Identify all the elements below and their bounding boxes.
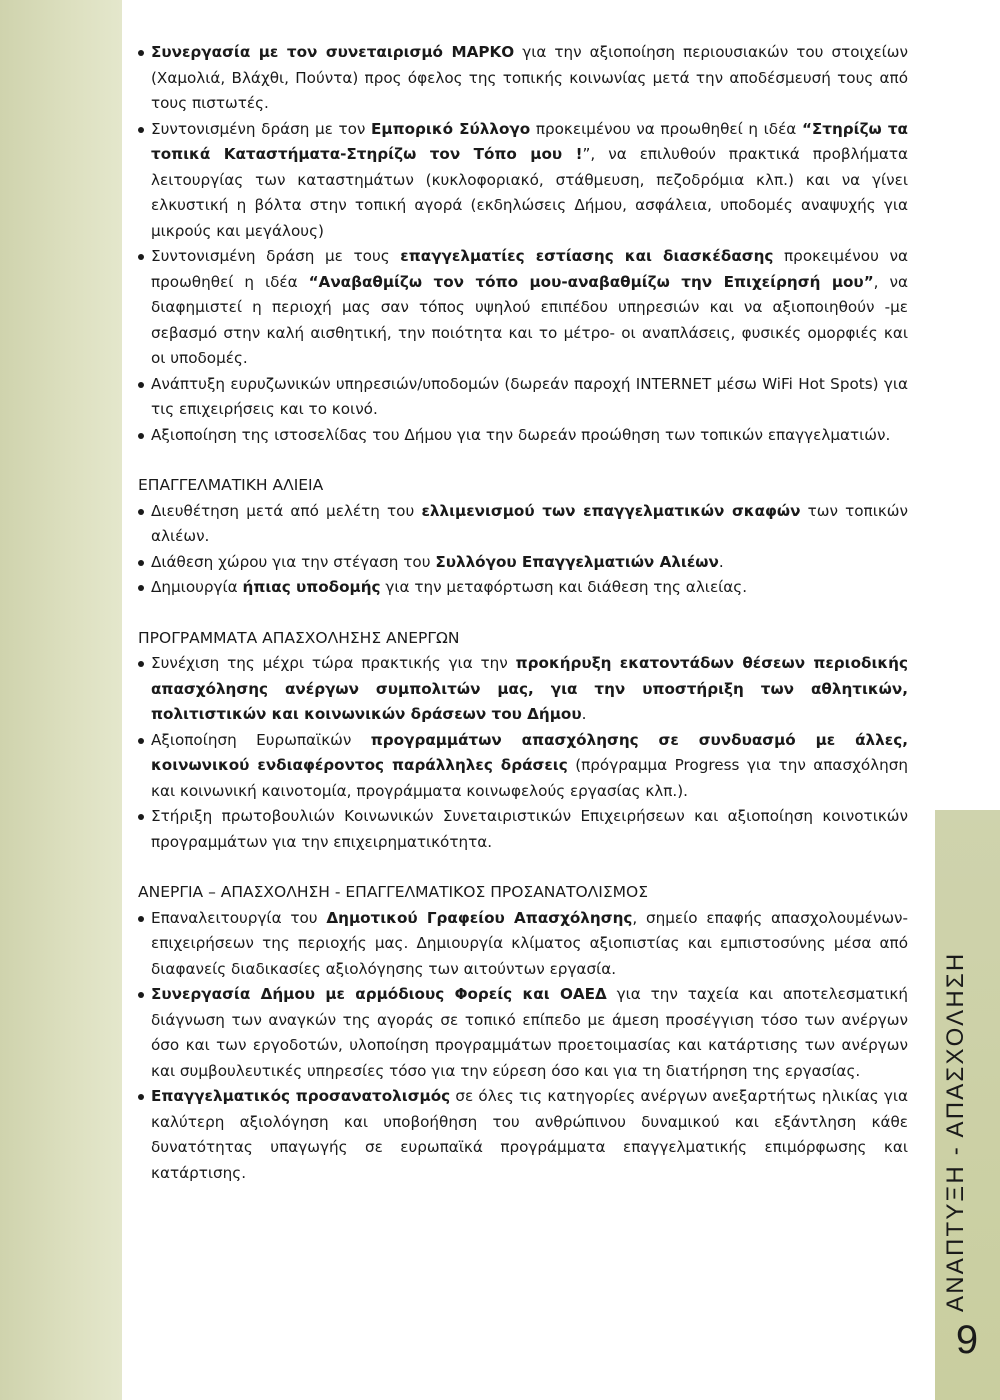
page-content	[138, 40, 908, 1186]
bold-text: Δημοτικού Γραφείου Απασχόλησης	[326, 908, 633, 927]
text: .	[718, 552, 724, 571]
text: Αξιοποίηση Ευρωπαϊκών	[151, 730, 371, 749]
bold-text: Συνεργασία Δήμου με αρμόδιους Φορείς και ΟΑΕΔ	[151, 985, 607, 1003]
bullet-item	[138, 804, 908, 855]
text: Διευθέτηση μετά από μελέτη του	[151, 501, 422, 520]
bullet-item	[138, 906, 908, 983]
text: Συνέχιση της μέχρι τώρα πρακτικής για την	[151, 654, 516, 672]
text: των τοπικών αλιέων.	[151, 501, 908, 545]
bullet-item	[138, 1084, 908, 1186]
text: .	[581, 705, 587, 723]
text: , να διαφημιστεί η περιοχή μας σαν τόπος υψηλού επιπέδου υπηρεσιών και να αξιοποιηθούν -με σεβασμό στην καλή αισθητική, την ποιότητα και το μέτρο- οι αναπλάσεις, φυσικές ομορφιές και οι υποδομές.	[151, 272, 908, 367]
text: Στήριξη πρωτοβουλιών Κοινωνικών Συνεταιριστικών Επιχειρήσεων και αξιοποίηση κοινοτικών προγραμμάτων για την επιχειρηματικότητα.	[151, 807, 908, 851]
bullet-item	[138, 575, 908, 601]
bullet-item	[138, 499, 908, 550]
page-number: 9	[955, 1318, 979, 1362]
text: , σημείο επαφής απασχολουμένων-επιχειρήσεων της περιοχής μας. Δημιουργία κλίματος αξιοπιστίας και εμπιστοσύνης μέσα από διαφανείς διαδικασίες αξιολόγησης των αιτούντων εργασία.	[151, 908, 909, 978]
section-heading: ΕΠΑΓΓΕΛΜΑΤΙΚΗ ΑΛΙΕΙΑ	[138, 476, 324, 494]
text: προκειμένου να προωθηθεί η ιδέα	[151, 247, 908, 291]
bold-text: προκήρυξη εκατοντάδων θέσεων περιοδικής απασχόλησης ανέργων συμπολιτών μας, για την υποστήριξη των αθλητικών, πολιτιστικών και κοινωνικών δράσεων του Δήμου	[151, 654, 908, 723]
text: Συντονισμένη δράση με τον	[151, 119, 372, 138]
bullet-item	[138, 550, 908, 576]
section-heading: ΑΝΕΡΓΙΑ – ΑΠΑΣΧΟΛΗΣΗ - ΕΠΑΓΓΕΛΜΑΤΙΚΟΣ ΠΡΟΣΑΝΑΤΟΛΙΣΜΟΣ	[138, 883, 649, 901]
bullet-item	[138, 40, 908, 117]
bold-text: Εμπορικό Σύλλογο	[371, 119, 531, 138]
bold-text: προγραμμάτων απασχόλησης σε συνδυασμό με άλλες, κοινωνικού ενδιαφέροντος παράλληλες δράσεις	[151, 730, 908, 774]
bold-text: Συνεργασία με τον συνεταιρισμό ΜΑΡΚΟ	[151, 43, 515, 61]
bullet-item	[138, 423, 908, 449]
bullet-item	[138, 728, 908, 805]
bold-text: ελλιμενισμού των επαγγελματικών σκαφών	[421, 501, 801, 520]
section-unemployed-programs	[138, 626, 908, 856]
bold-text: “Αναβαθμίζω τον τόπο μου-αναβαθμίζω την Επιχείρησή μου”	[308, 272, 874, 291]
text: για την μεταφόρτωση και διάθεση της αλιείας.	[380, 578, 748, 596]
text: ”, να επιλυθούν πρακτικά προβλήματα λειτουργίας των καταστημάτων (κυκλοφοριακό, στάθμευση, πεζοδρόμια κλπ.) και να γίνει ελκυστική η βόλτα στην τοπική αγορά (εκδηλώσεις Δήμου, ασφάλεια, υποδομές αναψυχής για μικρούς και μεγάλους)	[151, 145, 908, 240]
bullet-item	[138, 982, 908, 1084]
text: Αξιοποίηση της ιστοσελίδας του Δήμου για την δωρεάν προώθηση των τοπικών επαγγελματιών.	[151, 425, 891, 444]
side-tab-label: ΑΝΑΠΤΥΞΗ - ΑΠΑΣΧΟΛΗΣΗ	[942, 951, 969, 1312]
bold-text: Επαγγελματικός προσανατολισμός	[151, 1087, 451, 1105]
text: Επαναλειτουργία του	[151, 908, 327, 927]
bold-text: Συλλόγου Επαγγελματιών Αλιέων	[435, 552, 719, 571]
bullet-item	[138, 117, 908, 245]
text: σε όλες τις κατηγορίες ανέργων ανεξαρτήτως ηλικίας για καλύτερη αξιολόγηση και υποβοήθηση του ανθρώπινου δυναμικού και εξάντληση κάθε δυνατότητας υπαγωγής σε ευρωπαϊκά προγράμματα επαγγελματικής επιμόρφωσης και κατάρτισης.	[151, 1087, 908, 1182]
section-local-commerce	[138, 40, 908, 448]
bullet-item	[138, 244, 908, 372]
text: για την αξιοποίηση περιουσιακών του στοιχείων (Χαμολιά, Βλάχθι, Πούντα) προς όφελος της τοπικής κοινωνίας μετά την αποδέσμευσή τους από τους πιστωτές.	[151, 43, 909, 112]
section-professional-fishing	[138, 473, 908, 601]
bullet-item	[138, 372, 908, 423]
text: προκειμένου να προωθηθεί η ιδέα	[530, 119, 802, 138]
bold-text: “Στηρίζω τα τοπικά Καταστήματα-Στηρίζω τον Τόπο μου !	[151, 119, 908, 163]
bold-text: ήπιας υποδομής	[242, 578, 381, 596]
text: Δημιουργία	[151, 578, 243, 596]
text: Ανάπτυξη ευρυζωνικών υπηρεσιών/υποδομών (δωρεάν παροχή INTERNET μέσω WiFi Hot Spots) για τις επιχειρήσεις και το κοινό.	[151, 374, 908, 418]
bullet-item	[138, 651, 908, 728]
section-heading: ΠΡΟΓΡΑΜΜΑΤΑ ΑΠΑΣΧΟΛΗΣΗΣ ΑΝΕΡΓΩΝ	[138, 628, 460, 647]
text: Διάθεση χώρου για την στέγαση του	[151, 552, 436, 571]
section-employment-guidance	[138, 880, 908, 1186]
text: (πρόγραμμα Progress για την απασχόληση και κοινωνική καινοτομία, προγράμματα κοινωφελούς εργασίας κλπ.).	[151, 756, 908, 800]
left-decorative-strip	[0, 0, 122, 1400]
bold-text: επαγγελματίες εστίασης και διασκέδασης	[400, 247, 774, 265]
text: Συντονισμένη δράση με τους	[151, 247, 401, 265]
text: για την ταχεία και αποτελεσματική διάγνωση των αναγκών της αγοράς σε τοπικό επίπεδο με άμεση προσέγγιση τόσο των ανέργων όσο και των εργοδοτών, υλοποίηση προγραμμάτων προετοιμασίας και κατάρτισης των ανέργων και συμβουλευτικές υπηρεσίες τόσο για την εύρεση όσο και για τη διατήρηση της εργασίας.	[151, 985, 908, 1080]
